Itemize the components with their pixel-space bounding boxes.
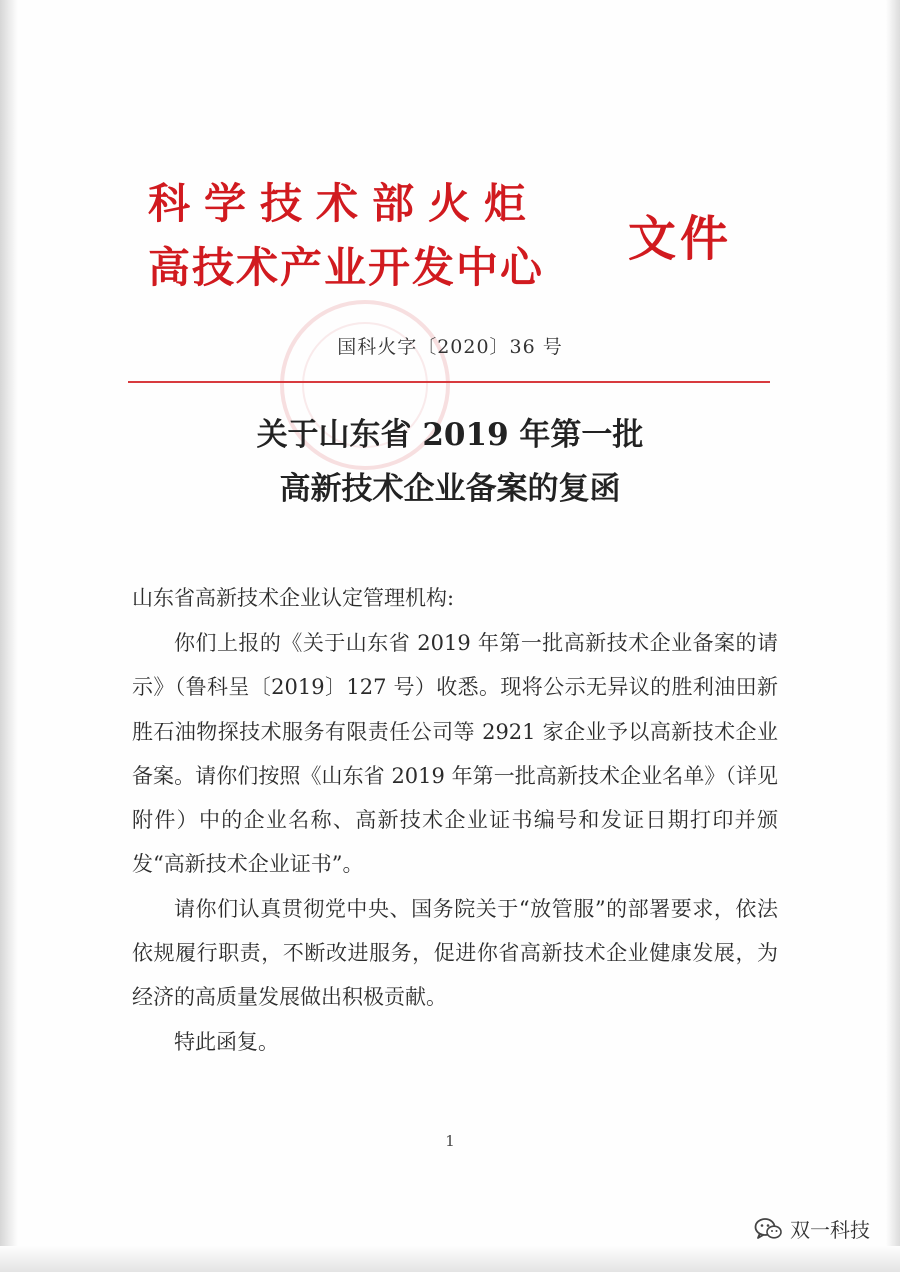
- letterhead-doc-type: 文件: [628, 211, 733, 267]
- scan-edge-bottom: [0, 1246, 900, 1272]
- wechat-icon: [754, 1217, 782, 1241]
- issuer-line-1: 科学技术部火炬: [148, 179, 541, 228]
- page-number: 1: [445, 1132, 455, 1150]
- document-number: 国科火字〔2020〕36 号: [337, 336, 563, 358]
- scan-edge-left: [0, 0, 18, 1272]
- body-paragraph-2: 请你们认真贯彻党中央、国务院关于“放管服”的部署要求，依法依规履行职责，不断改进服务，促进你省高新技术企业健康发展，为经济的高质量发展做出积极贡献。: [132, 896, 778, 1010]
- salutation: 山东省高新技术企业认定管理机构:: [132, 586, 455, 610]
- letterhead-issuer: [148, 172, 618, 300]
- watermark-text: 双一科技: [790, 1218, 870, 1242]
- issuer-line-2: 高技术产业开发中心: [148, 243, 545, 292]
- watermark: [754, 1214, 870, 1243]
- red-separator-rule: [128, 381, 770, 383]
- document-title: [0, 408, 900, 516]
- title-line-1: 关于山东省 2019 年第一批: [256, 417, 644, 453]
- title-line-2: 高新技术企业备案的复函: [279, 471, 621, 507]
- letter-body: [132, 621, 778, 1064]
- body-paragraph-1: 你们上报的《关于山东省 2019 年第一批高新技术企业备案的请示》（鲁科呈〔2019〕127 号）收悉。现将公示无异议的胜利油田新胜石油物探技术服务有限责任公司等 2921 家企业予以高新技术企业备案。请你们按照《山东省 2019 年第一批高新技术企业名单》（详见附件）中的企业名称、高新技术企业证书编号和发证日期打印并颁发“高新技术企业证书”。: [132, 631, 778, 877]
- body-paragraph-3: 特此函复。: [174, 1029, 279, 1054]
- scan-edge-right: [886, 0, 900, 1272]
